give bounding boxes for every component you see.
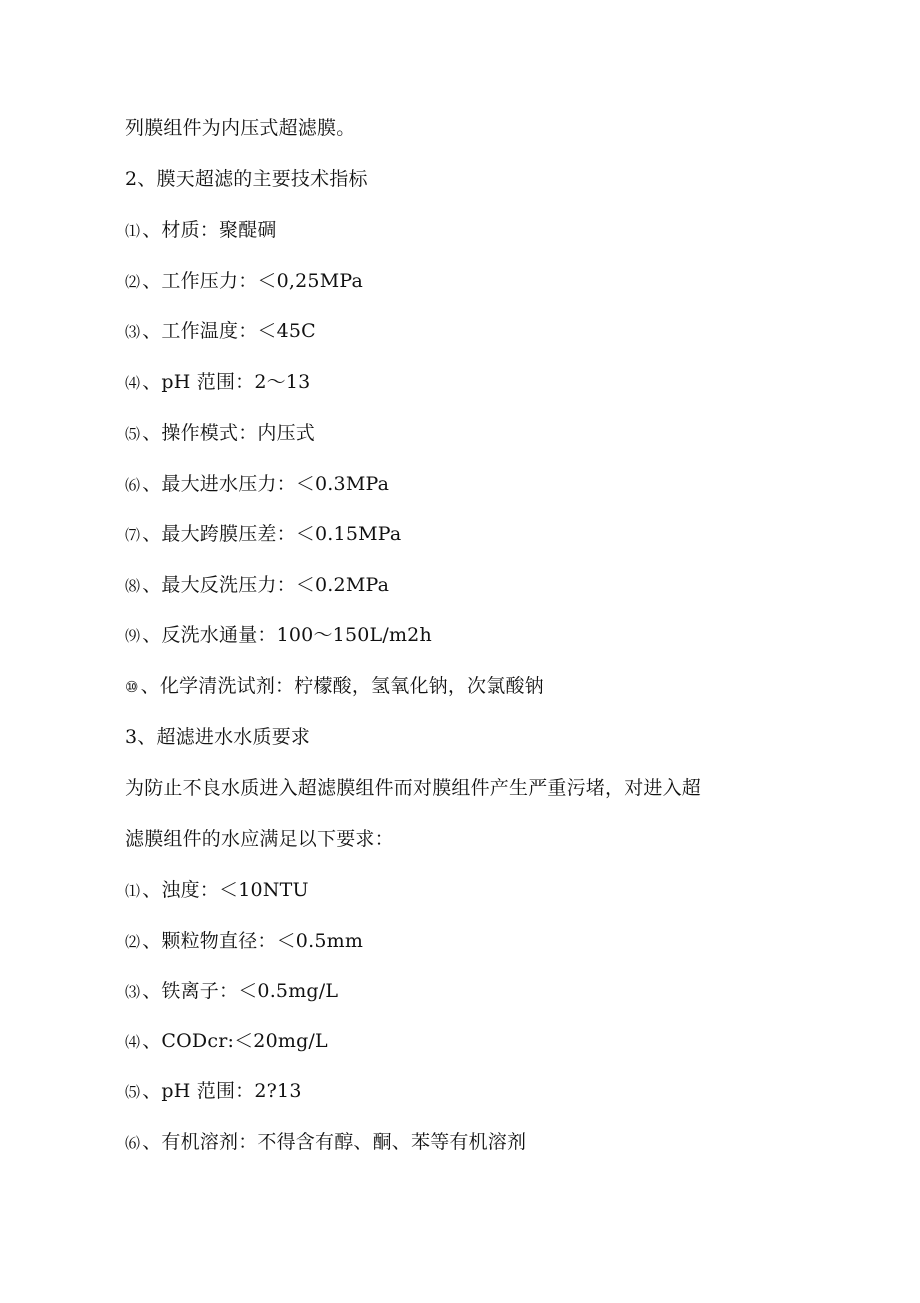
line-text: 、工作温度：＜45C: [142, 320, 316, 342]
line-text: 、材质：聚醍碉: [142, 219, 277, 241]
paragraph-line: [125, 774, 701, 802]
line-text: 、有机溶剂：不得含有醇、酮、苯等有机溶剂: [142, 1131, 527, 1153]
line-text: 3、超滤进水水质要求: [125, 726, 311, 748]
item-number: ⑹: [125, 1134, 141, 1152]
spec-item: [125, 419, 315, 447]
requirement-item: [125, 1077, 302, 1105]
line-text: 、最大反洗压力：＜0.2MPa: [142, 574, 390, 596]
item-number: ⑻: [125, 577, 141, 595]
item-number: ⑩: [125, 678, 139, 696]
line-text: 、pH 范围：2?13: [142, 1080, 302, 1102]
line-text: 、最大跨膜压差：＜0.15MPa: [142, 523, 402, 545]
line-text: 滤膜组件的水应满足以下要求：: [125, 828, 394, 850]
paragraph-line: [125, 114, 355, 142]
spec-item: [125, 571, 389, 599]
requirement-item: [125, 1128, 526, 1156]
line-text: 、工作压力：＜0,25MPa: [142, 270, 364, 292]
item-number: ⑹: [125, 476, 141, 494]
spec-item: [125, 216, 277, 244]
line-text: 列膜组件为内压式超滤膜。: [125, 117, 356, 139]
line-text: 2、膜天超滤的主要技术指标: [125, 168, 368, 190]
item-number: ⑷: [125, 374, 141, 392]
line-text: 、操作模式：内压式: [142, 422, 316, 444]
line-text: 、铁离子：＜0.5mg/L: [142, 980, 339, 1002]
item-number: ⑸: [125, 1083, 141, 1101]
item-number: ⑴: [125, 222, 141, 240]
line-text: 、最大进水压力：＜0.3MPa: [142, 473, 390, 495]
line-text: 、CODcr:＜20mg/L: [142, 1030, 328, 1052]
spec-item: [125, 368, 310, 396]
paragraph-line: [125, 825, 394, 853]
spec-item: [125, 267, 363, 295]
spec-item: [125, 520, 401, 548]
spec-item: [125, 672, 544, 700]
item-number: ⑸: [125, 425, 141, 443]
item-number: ⑶: [125, 983, 141, 1001]
line-text: 、化学清洗试剂：柠檬酸，氢氧化钠，次氯酸钠: [140, 675, 544, 697]
line-text: 为防止不良水质进入超滤膜组件而对膜组件产生严重污堵，对进入超: [125, 777, 702, 799]
section-heading: [125, 165, 368, 193]
spec-item: [125, 621, 432, 649]
item-number: ⑷: [125, 1033, 141, 1051]
line-text: 、反洗水通量：100～150L/m2h: [142, 624, 432, 646]
item-number: ⑼: [125, 627, 141, 645]
requirement-item: [125, 1027, 328, 1055]
spec-item: [125, 470, 389, 498]
requirement-item: [125, 977, 338, 1005]
item-number: ⑴: [125, 882, 141, 900]
line-text: 、颗粒物直径：＜0.5mm: [142, 930, 364, 952]
section-heading: [125, 723, 310, 751]
requirement-item: [125, 927, 363, 955]
line-text: 、浊度：＜10NTU: [142, 879, 309, 901]
item-number: ⑵: [125, 933, 141, 951]
line-text: 、pH 范围：2～13: [142, 371, 311, 393]
item-number: ⑺: [125, 526, 141, 544]
requirement-item: [125, 876, 309, 904]
item-number: ⑵: [125, 273, 141, 291]
item-number: ⑶: [125, 323, 141, 341]
spec-item: [125, 317, 316, 345]
